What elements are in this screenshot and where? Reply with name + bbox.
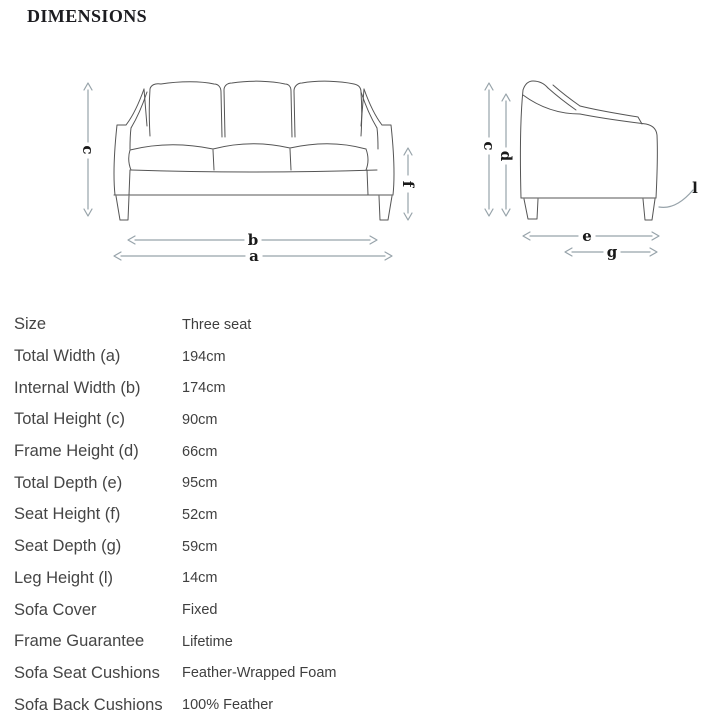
- dimension-label-f: f: [399, 180, 417, 188]
- row-label: Seat Depth (g): [14, 537, 122, 556]
- table-row: [0, 499, 713, 531]
- dimension-arrow-total-height-side: [480, 83, 498, 216]
- row-label: Total Width (a): [14, 347, 121, 366]
- row-label: Seat Height (f): [14, 505, 121, 524]
- table-row: [0, 658, 713, 690]
- row-label: Sofa Back Cushions: [14, 695, 163, 714]
- dimension-callout-leg-height: [659, 179, 698, 207]
- sofa-side-drawing: [520, 81, 657, 220]
- dimension-label-a: a: [249, 247, 259, 265]
- dimension-label-d: d: [497, 150, 515, 162]
- row-label: Sofa Seat Cushions: [14, 663, 160, 682]
- row-value: 52cm: [182, 506, 218, 523]
- dimension-label-b: b: [247, 231, 259, 249]
- dimension-arrow-frame-height: [497, 94, 515, 216]
- row-label: Frame Height (d): [14, 442, 139, 461]
- row-label: Total Height (c): [14, 410, 125, 429]
- dimension-label-g: g: [606, 243, 618, 261]
- dimensions-table: [0, 309, 713, 720]
- row-value: Fixed: [182, 602, 218, 619]
- sofa-dimension-diagram: [0, 58, 713, 303]
- row-label: Sofa Cover: [14, 600, 97, 619]
- row-value: 14cm: [182, 570, 218, 587]
- row-label: Frame Guarantee: [14, 632, 145, 651]
- table-row: [0, 404, 713, 436]
- table-row: [0, 563, 713, 595]
- table-row: [0, 467, 713, 499]
- row-value: 59cm: [182, 538, 218, 555]
- row-value: 174cm: [182, 380, 226, 397]
- row-value: 90cm: [182, 411, 218, 428]
- dimension-arrow-total-height-front: [79, 83, 97, 216]
- dimension-arrow-seat-depth: [565, 243, 657, 261]
- sofa-front-drawing: [114, 81, 394, 220]
- dimension-label-c: c: [79, 145, 97, 155]
- row-value: Lifetime: [182, 633, 233, 650]
- row-value: Three seat: [182, 316, 252, 333]
- table-row: [0, 689, 713, 720]
- table-row: [0, 531, 713, 563]
- row-label: Size: [14, 315, 47, 334]
- dimension-label-e: e: [582, 227, 592, 245]
- row-value: 66cm: [182, 443, 218, 460]
- dimension-arrow-seat-height: [399, 148, 417, 220]
- dimension-arrow-total-width: [114, 247, 392, 265]
- row-label: Internal Width (b): [14, 378, 141, 397]
- row-label: Leg Height (l): [14, 568, 114, 587]
- dimension-label-l: l: [692, 179, 698, 197]
- row-label: Total Depth (e): [14, 473, 123, 492]
- row-value: Feather-Wrapped Foam: [182, 665, 337, 682]
- dimension-arrow-total-depth: [523, 227, 659, 245]
- table-row: [0, 341, 713, 373]
- row-value: 95cm: [182, 475, 218, 492]
- table-row: [0, 594, 713, 626]
- table-row: [0, 436, 713, 468]
- row-value: 100% Feather: [182, 697, 274, 714]
- row-value: 194cm: [182, 348, 226, 365]
- table-row: [0, 372, 713, 404]
- section-title: DIMENSIONS: [27, 6, 148, 26]
- table-row: [0, 309, 713, 341]
- dimension-label-c-side: c: [480, 141, 498, 151]
- table-row: [0, 626, 713, 658]
